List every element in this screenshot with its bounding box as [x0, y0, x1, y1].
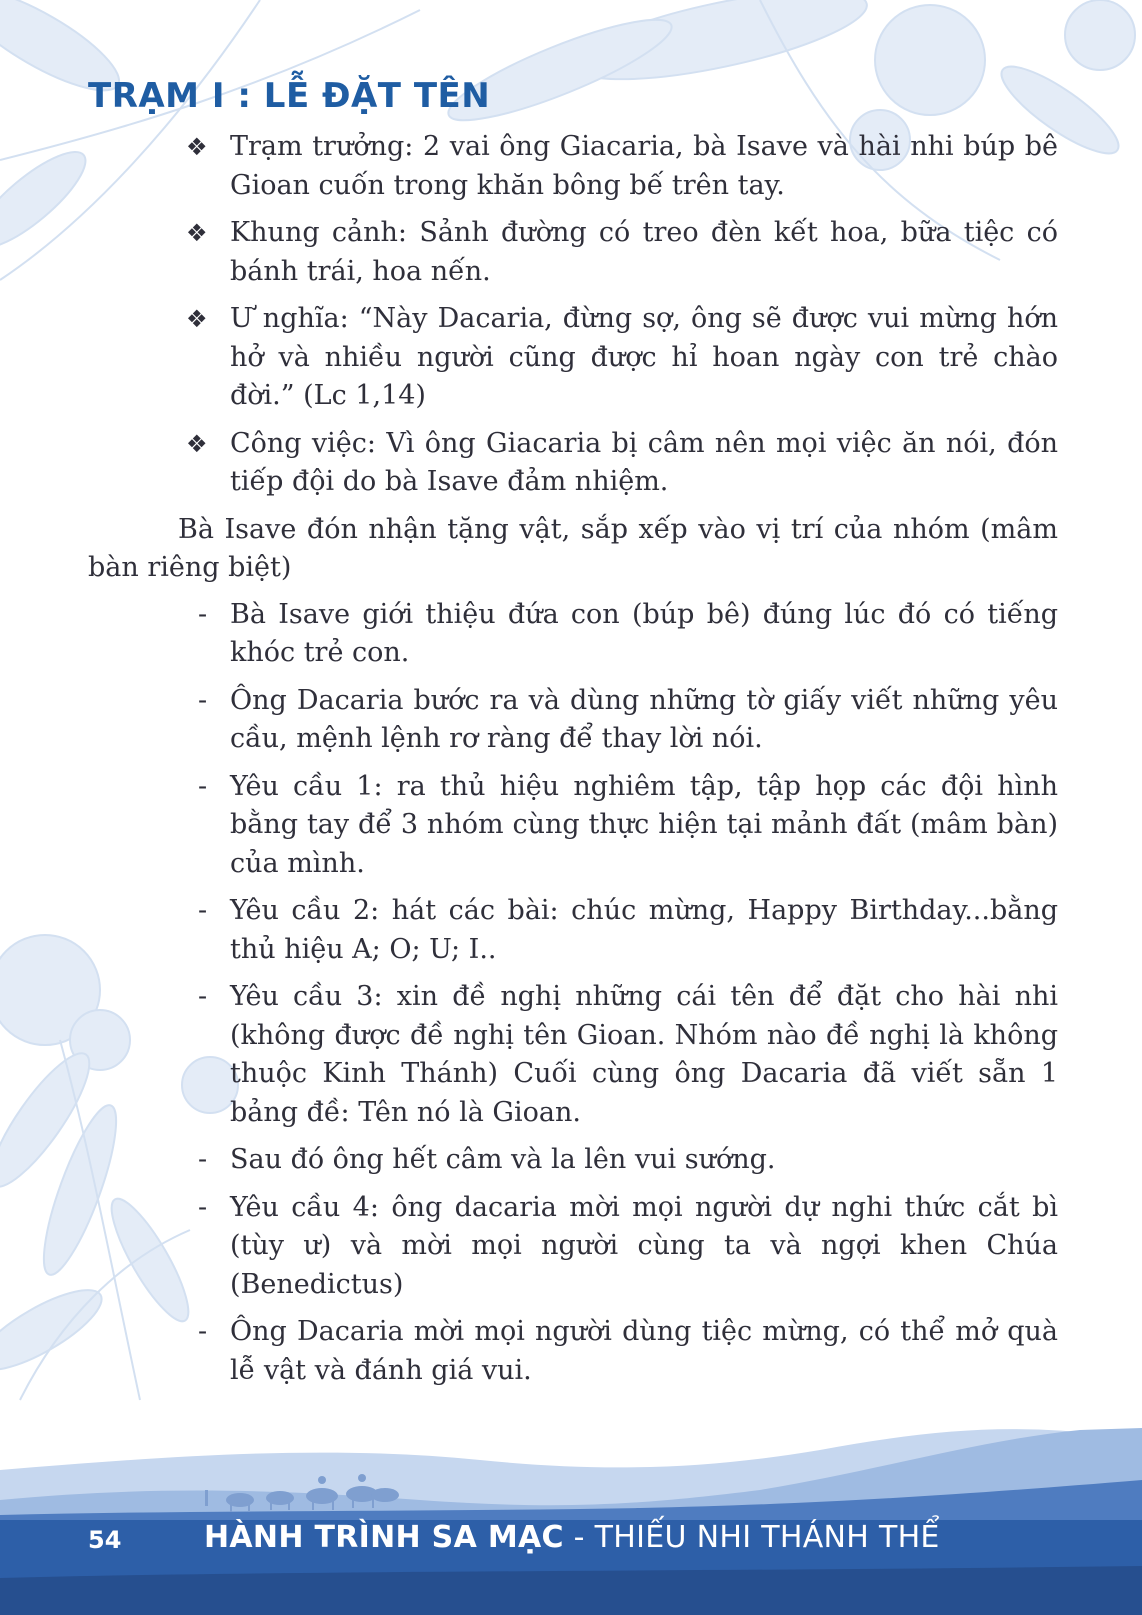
list-item-text: Công việc: Vì ông Giacaria bị câm nên mọi việc ăn nói, đón tiếp đội do bà Isave đảm nhiệm.	[230, 427, 1058, 497]
step-text: Yêu cầu 3: xin đề nghị những cái tên để đặt cho hài nhi (không được đề nghị tên Gioan. Nhóm nào đề nghị là không thuộc Kinh Thánh) Cuối cùng ông Dacaria đã viết sẵn 1 bảng đề: Tên nó là Gioan.	[230, 981, 1058, 1128]
steps-list	[186, 596, 1058, 1391]
dash-bullet: -	[198, 1316, 208, 1347]
step-item	[186, 978, 1058, 1132]
diamond-bullet-icon: ❖	[186, 219, 208, 247]
section-heading: TRẠM I : LỄ ĐẶT TÊN	[88, 76, 491, 116]
step-item	[186, 1141, 1058, 1180]
step-item	[186, 768, 1058, 884]
step-text: Yêu cầu 2: hát các bài: chúc mừng, Happy Birthday...bằng thủ hiệu A; O; U; I..	[230, 895, 1058, 965]
step-text: Bà Isave giới thiệu đứa con (búp bê) đúng lúc đó có tiếng khóc trẻ con.	[230, 598, 1058, 668]
book-title-part2: THIẾU NHI THÁNH THỂ	[594, 1520, 940, 1555]
step-item	[186, 682, 1058, 759]
list-item-text: Trạm trưởng: 2 vai ông Giacaria, bà Isave và hài nhi búp bê Gioan cuốn trong khăn bông bế trên tay.	[230, 131, 1058, 201]
step-item	[186, 596, 1058, 673]
main-content	[88, 128, 1058, 1399]
body-paragraph: Bà Isave đón nhận tặng vật, sắp xếp vào vị trí của nhóm (mâm bàn riêng biệt)	[88, 513, 1058, 583]
list-item	[186, 425, 1058, 502]
page-number: 54	[88, 1526, 122, 1554]
dash-bullet: -	[198, 895, 208, 926]
step-text: Ông Dacaria bước ra và dùng những tờ giấy viết những yêu cầu, mệnh lệnh rơ ràng để thay lời nói.	[230, 684, 1058, 754]
dash-bullet: -	[198, 1144, 208, 1175]
step-text: Sau đó ông hết câm và la lên vui sướng.	[230, 1144, 776, 1175]
list-item	[186, 300, 1058, 416]
list-item	[186, 128, 1058, 205]
diamond-bullet-icon: ❖	[186, 429, 208, 458]
dash-bullet: -	[198, 684, 208, 716]
dash-bullet: -	[198, 1191, 208, 1223]
book-title-part1: HÀNH TRÌNH SA MẠC	[204, 1520, 564, 1555]
book-title-separator: -	[563, 1520, 595, 1555]
station-details-list	[186, 128, 1058, 502]
step-text: Yêu cầu 1: ra thủ hiệu nghiêm tập, tập họp các đội hình bằng tay để 3 nhóm cùng thực hiện tại mảnh đất (mâm bàn) của mình.	[230, 770, 1058, 879]
list-item	[186, 214, 1058, 291]
diamond-bullet-icon: ❖	[186, 305, 208, 333]
dash-bullet: -	[198, 598, 208, 630]
step-text: Ông Dacaria mời mọi người dùng tiệc mừng, có thể mở quà lễ vật và đánh giá vui.	[230, 1316, 1058, 1386]
dash-bullet: -	[198, 981, 208, 1012]
step-item	[186, 1313, 1058, 1390]
step-text: Yêu cầu 4: ông dacaria mời mọi người dự nghi thức cắt bì (tùy ư) và mời mọi người cùng ta và ngợi khen Chúa (Benedictus)	[230, 1191, 1058, 1300]
list-item-text: Khung cảnh: Sảnh đường có treo đèn kết hoa, bữa tiệc có bánh trái, hoa nến.	[230, 217, 1058, 287]
dash-bullet: -	[198, 770, 208, 802]
diamond-bullet-icon: ❖	[186, 133, 208, 161]
step-item	[186, 892, 1058, 969]
page-footer	[0, 1520, 1142, 1574]
book-title	[204, 1520, 940, 1555]
step-item	[186, 1189, 1058, 1305]
list-item-text: Ư nghĩa: “Này Dacaria, đừng sợ, ông sẽ được vui mừng hớn hở và nhiều người cũng được hỉ hoan ngày con trẻ chào đời.” (Lc 1,14)	[230, 303, 1058, 411]
